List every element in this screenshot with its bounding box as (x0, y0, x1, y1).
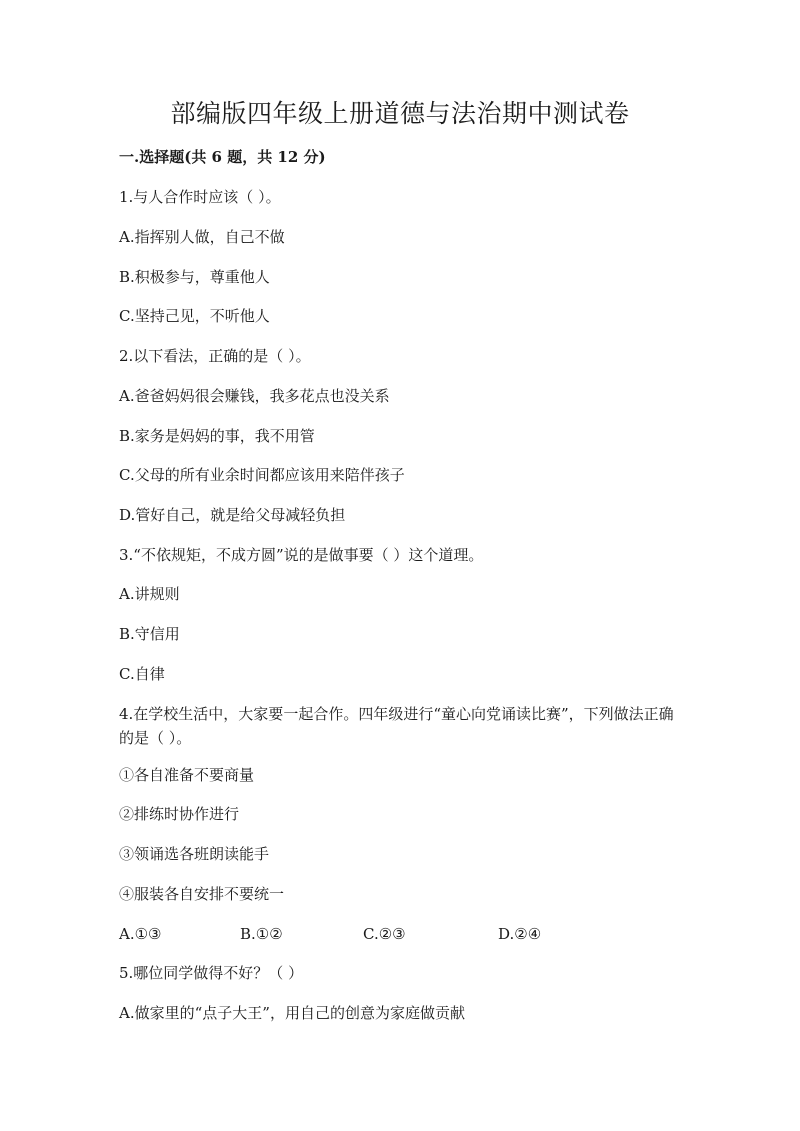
question-5-stem: 5.哪位同学做得不好？（ ） (119, 964, 304, 982)
question-2-option-c: C.父母的所有业余时间都应该用来陪伴孩子 (119, 466, 405, 484)
question-3-stem: 3.“不依规矩，不成方圆”说的是做事要（ ）这个道理。 (119, 546, 484, 564)
section-heading: 一.选择题(共 6 题，共 12 分) (119, 148, 326, 166)
page-title: 部编版四年级上册道德与法治期中测试卷 (170, 99, 630, 128)
question-1-option-a: A.指挥别人做，自己不做 (119, 228, 285, 246)
question-4-statement-1: ①各自准备不要商量 (119, 766, 255, 784)
question-2-option-d: D.管好自己，就是给父母减轻负担 (119, 506, 346, 524)
question-4-option-b: B.①② (240, 925, 283, 943)
question-4-options (119, 922, 679, 946)
question-4-stem: 4.在学校生活中，大家要一起合作。四年级进行“童心向党诵读比赛”，下列做法正确的是（ ）。 (119, 705, 674, 747)
question-4-statement-4: ④服装各自安排不要统一 (119, 885, 285, 903)
question-3-option-b: B.守信用 (119, 625, 180, 643)
question-1-option-b: B.积极参与，尊重他人 (119, 268, 270, 286)
question-1-stem: 1.与人合作时应该（ ）。 (119, 188, 281, 206)
question-4-statement-3: ③领诵选各班朗读能手 (119, 845, 270, 863)
question-4-option-a: A.①③ (119, 925, 162, 943)
question-2-stem: 2.以下看法，正确的是（ ）。 (119, 347, 311, 365)
question-3-option-a: A.讲规则 (119, 585, 180, 603)
question-5-option-a: A.做家里的“点子大王”，用自己的创意为家庭做贡献 (119, 1004, 465, 1022)
question-4-option-c: C.②③ (363, 925, 406, 943)
question-1-option-c: C.坚持己见，不听他人 (119, 307, 270, 325)
question-3-option-c: C.自律 (119, 665, 165, 683)
question-4-statement-2: ②排练时协作进行 (119, 805, 240, 823)
question-4-option-d: D.②④ (498, 925, 542, 943)
question-2-option-b: B.家务是妈妈的事，我不用管 (119, 427, 315, 445)
question-2-option-a: A.爸爸妈妈很会赚钱，我多花点也没关系 (119, 387, 390, 405)
